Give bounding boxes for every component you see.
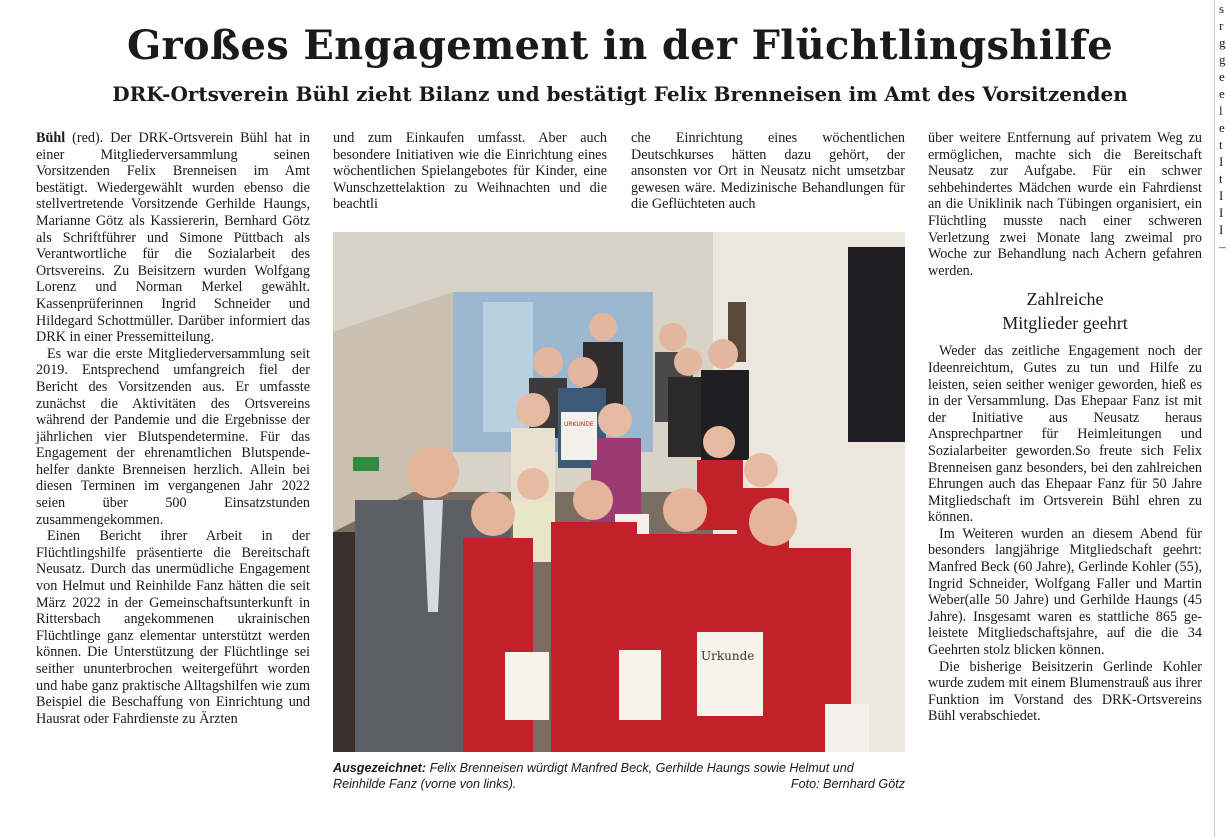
section-subtitle [928, 287, 1202, 335]
adjacent-column-edge [1214, 0, 1229, 837]
group-photo-illustration [333, 232, 905, 752]
edge-letter: t [1219, 137, 1223, 152]
paragraph: Weder das zeitliche Engagement noch der Ideenreichtum, Gutes zu tun und Hilfe zu leisten, seien seither weniger geworden, hieß es in der Versammlung. Das Ehepaar Fanz ist mit der Initiative aus Neusatz heraus Ansprechpartner für Heimleitungen und Sozialarbeiter geworden.So freute sich Felix Brenneisen ganz besonders, bei den zahlreichen Ehrungen auch das Ehepaar Fanz für 50 Jahre Mitgliedschaft im Ortsverein Bühl ehren zu können. [928, 343, 1202, 526]
edge-letter: g [1219, 52, 1226, 67]
subtitle-line: Zahlreiche [1026, 289, 1104, 310]
paragraph: über weitere Entfernung auf privatem Weg zu ermöglichen, machte sich die Bereitschaft Neusatz zur Aufgabe. Für ein schwer sehbehindertes Mädchen wurde ein Fahrdienst an die Uniklinik nach Tübingen organisiert, ein Flüchtling musste nach einer schweren Verletzung zwei Monate lang zweimal pro Woche zur Behandlung nach Achern gefahren werden. [928, 130, 1202, 279]
edge-letter: t [1219, 171, 1223, 186]
paragraph: Es war die erste Mitgliederversammlung seit 2019. Entsprechend umfangreich fiel der Bericht des Vorsitzenden aus. Er umfasste zunächst die Aktivitäten des Ortsvereins während der Pandemie und die Ergebnisse der jährlichen vier Blutspendetermine. Für das Engagement der ehrenamtlichen Blutspendehelfer dankte Brenneisen herzlich. Allein bei diesen Terminen im vergangenen Jahr 2022 seien über 500 Einsatzstunden zusammengekommen. [36, 345, 310, 528]
banner-label: URKUNDE [564, 421, 594, 428]
edge-letter: I [1219, 205, 1224, 220]
article-headline: Großes Engagement in der Flüchtlingshilfe [127, 22, 1113, 69]
paragraph: Einen Bericht ihrer Arbeit in der Flüchtlingshilfe präsentierte die Bereitschaft Neusatz. Durch das unermüdliche Engagement von Helmut und Reinhilde Fanz hätten die seit März 2022 in der Gemeinschaftsunterkunft in Rittersbach angekommenen ukrainischen Flüchtlinge ganz elementar unterstützt werden können. Die Unterstützung der Flüchtlinge sei seither ununterbrochen weitergeführt worden und habe ganz praktische Alltagshilfen wie zum Beispiel die Beschaffung von Einrichtung und Hausrat oder Fahrdienste zu Ärzten [36, 528, 310, 727]
edge-letter: r [1219, 18, 1224, 33]
article-subheadline: DRK-Ortsverein Bühl zieht Bilanz und bestätigt Felix Brenneisen im Amt des Vorsitzenden [112, 82, 1128, 106]
edge-letter: I [1219, 154, 1224, 169]
paragraph: und zum Einkaufen umfasst. Aber auch besondere Initiativen wie die Einrichtung eines wöchentlichen Spielangebotes für Kinder, eine Wunschzettelaktion zu Weihnachten und die beachtli [333, 130, 607, 213]
subtitle-line: Mitglieder geehrt [1002, 313, 1128, 334]
edge-letter: e [1219, 86, 1225, 101]
paragraph [36, 130, 310, 346]
paragraph-text: (red). Der DRK-Ortsverein Bühl hat in einer Mitgliederversammlung seinen Vorsitzenden Felix Brenneisen im Amt bestätigt. Wiedergewählt wurden ebenso die stellvertretende Vorsitzende Gerhilde Haungs, Marianne Götz als Kassiererin, Bernhard Götz als Schriftführer und Simone Püttbach als Verantwortliche für die Sozialarbeit des Ortsvereins. Zu Beisitzern wurden Wolfgang Lorenz und Norman Merkel gewählt. Kassenprüferinnen Ingrid Schneider und Hildegard Schottmüller. Darüber informiert das DRK in einer Pressemitteilung. [36, 130, 310, 346]
text-column-3 [631, 130, 905, 213]
photo-credit: Foto: Bernhard Götz [790, 777, 905, 791]
certificate-label: Urkunde [701, 649, 755, 663]
edge-letter: – [1219, 239, 1226, 254]
edge-letter: l [1219, 103, 1223, 118]
paragraph: che Einrichtung eines wöchentlichen Deutschkurses hätten dazu gehört, der ansonsten vor Ort in Neusatz nicht umsetzbar gewesen wäre. Medizinische Behandlungen für die Geflüchteten auch [631, 130, 905, 213]
text-column-4 [928, 130, 1202, 725]
edge-letter: e [1219, 120, 1225, 135]
group-photo [333, 232, 905, 752]
caption-label: Ausgezeichnet: [333, 761, 427, 775]
paragraph: Im Weiteren wurden an diesem Abend für besonders langjährige Mitgliedschaft geehrt: Manfred Beck (60 Jahre), Gerlinde Kohler (55), Ingrid Schneider, Wolfgang Faller und Martin Weber(alle 50 Jahre) und Gerhilde Haungs (45 Jahre). Insgesamt waren es stattliche 865 geleistete Mitgliedschaftsjahre, auf die die 34 Geehrten stolz blicken können. [928, 525, 1202, 659]
edge-letter: I [1219, 188, 1224, 203]
edge-letter: e [1219, 69, 1225, 84]
dateline: Bühl [36, 130, 66, 146]
edge-letter: s [1219, 1, 1225, 16]
edge-letter: g [1219, 35, 1226, 50]
caption-text: Felix Brenneisen würdigt Manfred Beck, Gerhilde Haungs sowie Helmut und Reinhilde Fanz (vorne von links). [333, 761, 854, 791]
text-column-1 [36, 130, 310, 727]
photo-caption [333, 760, 905, 792]
text-column-2 [333, 130, 607, 213]
paragraph: Die bisherige Beisitzerin Gerlinde Kohler wurde zudem mit einem Blumenstrauß aus ihrer Funktion im Vorstand des DRK-Ortsvereins Bühl verabschiedet. [928, 658, 1202, 725]
edge-letter: I [1219, 222, 1224, 237]
